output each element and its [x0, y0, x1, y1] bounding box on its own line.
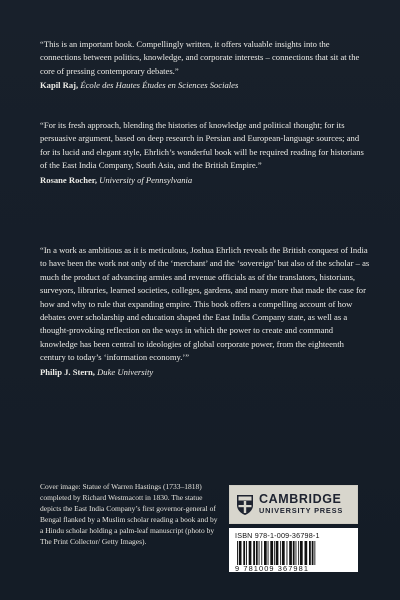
barcode-bar	[300, 541, 303, 565]
endorser-affiliation: École des Hautes Études en Sciences Sociales	[80, 80, 239, 91]
barcode-bar	[276, 541, 279, 565]
publisher-name: CAMBRIDGE	[259, 492, 342, 506]
barcode-bar	[259, 541, 260, 565]
barcode-bar	[312, 541, 314, 565]
barcode-bar	[282, 541, 285, 565]
endorser-name: Rosane Rocher,	[40, 174, 97, 185]
barcode-bar	[253, 541, 255, 565]
quote-attribution	[40, 174, 370, 187]
quote-text: “In a work as ambitious as it is meticulous, Joshua Ehrlich reveals the British conquest of India to have been the work not only of the ‘merchant’ and the ‘sovereign’ but also of the scholar – as much the product of advancing armies and revenue officials as of the translators, historians, surveyors, libraries, learned societies, colleges, gardens, and many more that made the case for how and why to rule that expanding empire. This book offers a compelling account of how debates over scholarship and education shaped the East India Company state, as well as a thought-provoking reflection on the ways in which the power to create and command knowledge has been central to ideologies of global corporate power, from the eighteenth century to today’s ‘information economy.’”	[40, 245, 370, 363]
barcode-bar	[280, 541, 281, 565]
barcode-bar	[261, 541, 262, 565]
barcode-bar	[270, 541, 273, 565]
barcode-bar	[274, 541, 275, 565]
quote-text: “This is an important book. Compellingly written, it offers valuable insights into the connections between politics, knowledge, and corporate interests – connections that sit at the core of pressing contemporary debates.”	[40, 39, 360, 76]
publisher-logo	[229, 485, 358, 524]
barcode-bar	[268, 541, 269, 565]
barcode-bar	[314, 541, 315, 565]
endorser-name: Philip J. Stern,	[40, 366, 95, 377]
barcode-bar	[293, 541, 295, 565]
barcode-bar	[237, 541, 238, 565]
barcode-panel	[229, 528, 358, 572]
cover-image-caption: Cover image: Statue of Warren Hastings (1733–1818) completed by Richard Westmacott in 1830. The statue depicts the East India Company’s first governor-general of Bengal flanked by a Muslim scholar reading a book and by a Hindu scholar holding a palm-leaf manuscript (photo by The Print Collector/ Getty Images).	[40, 482, 218, 546]
endorser-affiliation: Duke University	[97, 366, 154, 377]
barcode-bar	[289, 541, 292, 565]
barcode-bar	[296, 541, 297, 565]
cambridge-shield-icon	[236, 494, 254, 516]
barcode-bar	[249, 541, 252, 565]
barcode-bar	[256, 541, 258, 565]
barcode-digits: 9 781009 367981	[235, 564, 310, 573]
endorsement-quote	[40, 244, 370, 379]
barcode-bar	[264, 541, 267, 565]
barcode-bar	[305, 541, 308, 565]
quote-text: “For its fresh approach, blending the histories of knowledge and political thought; for its persuasive argument, based on deep research in Persian and European-language sources; and for its lucid and elegant style, Ehrlich’s wonderful book will be required reading for historians of the East India Company, South Asia, and the British Empire.”	[40, 120, 364, 171]
barcode-bar	[298, 541, 299, 565]
barcode-bar	[243, 541, 245, 565]
barcode-bar	[309, 541, 311, 565]
isbn-label: ISBN 978-1-009-36798-1	[235, 531, 320, 540]
publisher-subtitle: UNIVERSITY PRESS	[259, 506, 344, 515]
endorsement-quote	[40, 119, 370, 187]
quote-attribution	[40, 79, 370, 92]
endorser-affiliation: University of Pennsylvania	[99, 174, 193, 185]
endorser-name: Kapil Raj,	[40, 80, 79, 91]
barcode-bar	[246, 541, 247, 565]
barcode-icon	[235, 541, 351, 565]
endorsement-quote	[40, 38, 370, 93]
barcode-bar	[239, 541, 242, 565]
quote-attribution	[40, 366, 370, 379]
barcode-bar	[287, 541, 288, 565]
